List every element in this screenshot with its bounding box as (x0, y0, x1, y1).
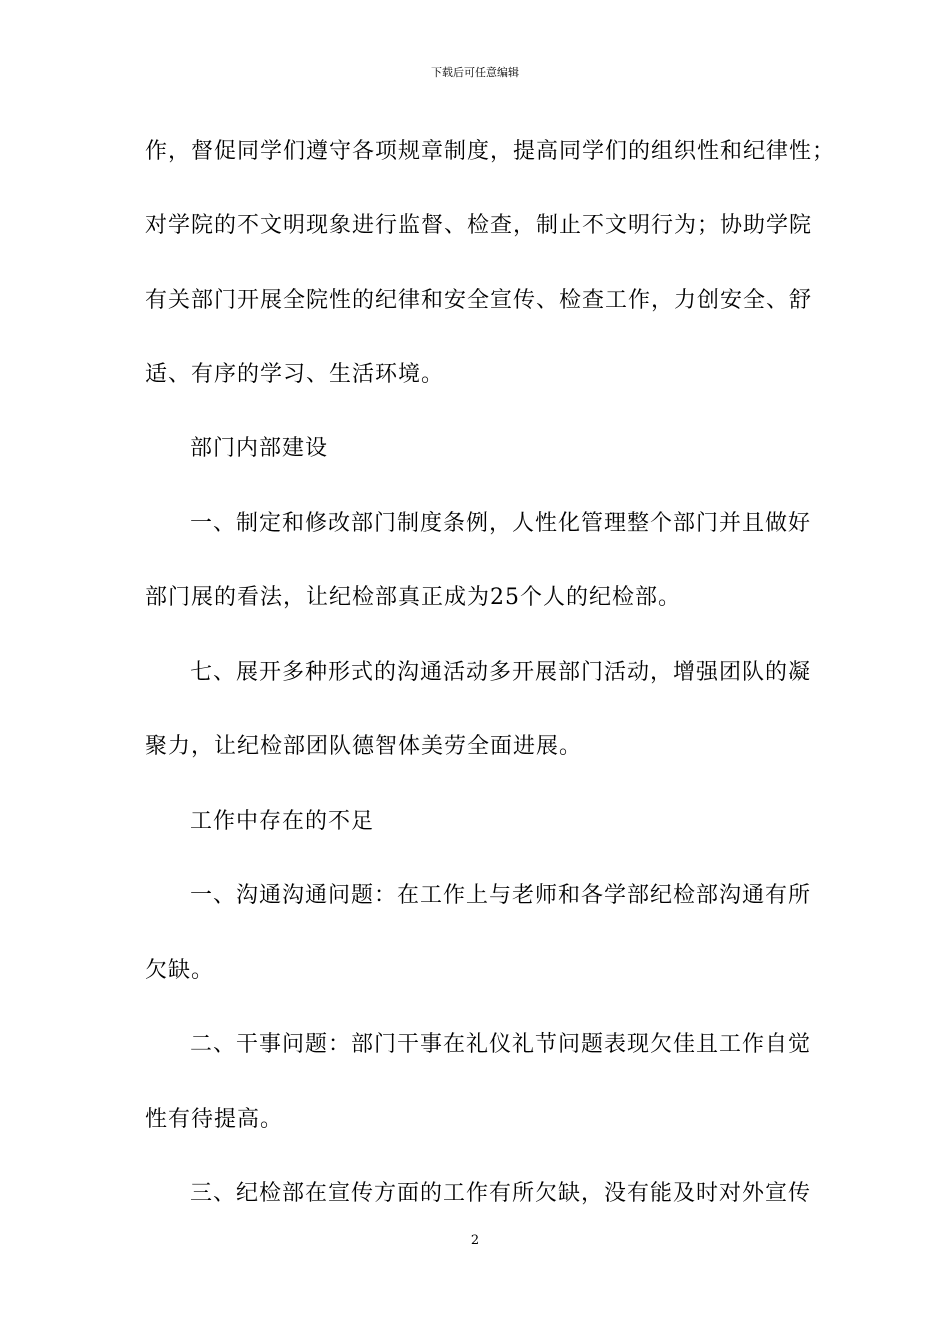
section-heading: 工作中存在的不足 (190, 809, 375, 834)
section-heading: 部门内部建设 (190, 436, 329, 461)
body-line: 欠缺。 (145, 958, 215, 983)
body-line: 三、纪检部在宣传方面的工作有所欠缺，没有能及时对外宣传 (190, 1181, 812, 1206)
body-line: 一、制定和修改部门制度条例，人性化管理整个部门并且做好 (190, 511, 812, 536)
body-line: 性有待提高。 (145, 1107, 284, 1132)
body-line: 二、干事问题：部门干事在礼仪礼节问题表现欠佳且工作自觉 (190, 1032, 812, 1057)
body-line: 部门展的看法，让纪检部真正成为25个人的纪检部。 (145, 585, 681, 610)
body-line: 有关部门开展全院性的纪律和安全宣传、检查工作，力创安全、舒 (145, 288, 813, 313)
body-line: 适、有序的学习、生活环境。 (145, 362, 445, 387)
body-line: 七、展开多种形式的沟通活动多开展部门活动，增强团队的凝 (190, 660, 812, 685)
body-line: 一、沟通沟通问题：在工作上与老师和各学部纪检部沟通有所 (190, 883, 812, 908)
page-header: 下载后可任意编辑 (431, 66, 519, 79)
body-line: 作，督促同学们遵守各项规章制度，提高同学们的组织性和纪律性； (145, 139, 836, 164)
page-number: 2 (470, 1233, 480, 1248)
body-line: 对学院的不文明现象进行监督、检查，制止不文明行为；协助学院 (145, 213, 813, 238)
body-line: 聚力，让纪检部团队德智体美劳全面进展。 (145, 734, 583, 759)
